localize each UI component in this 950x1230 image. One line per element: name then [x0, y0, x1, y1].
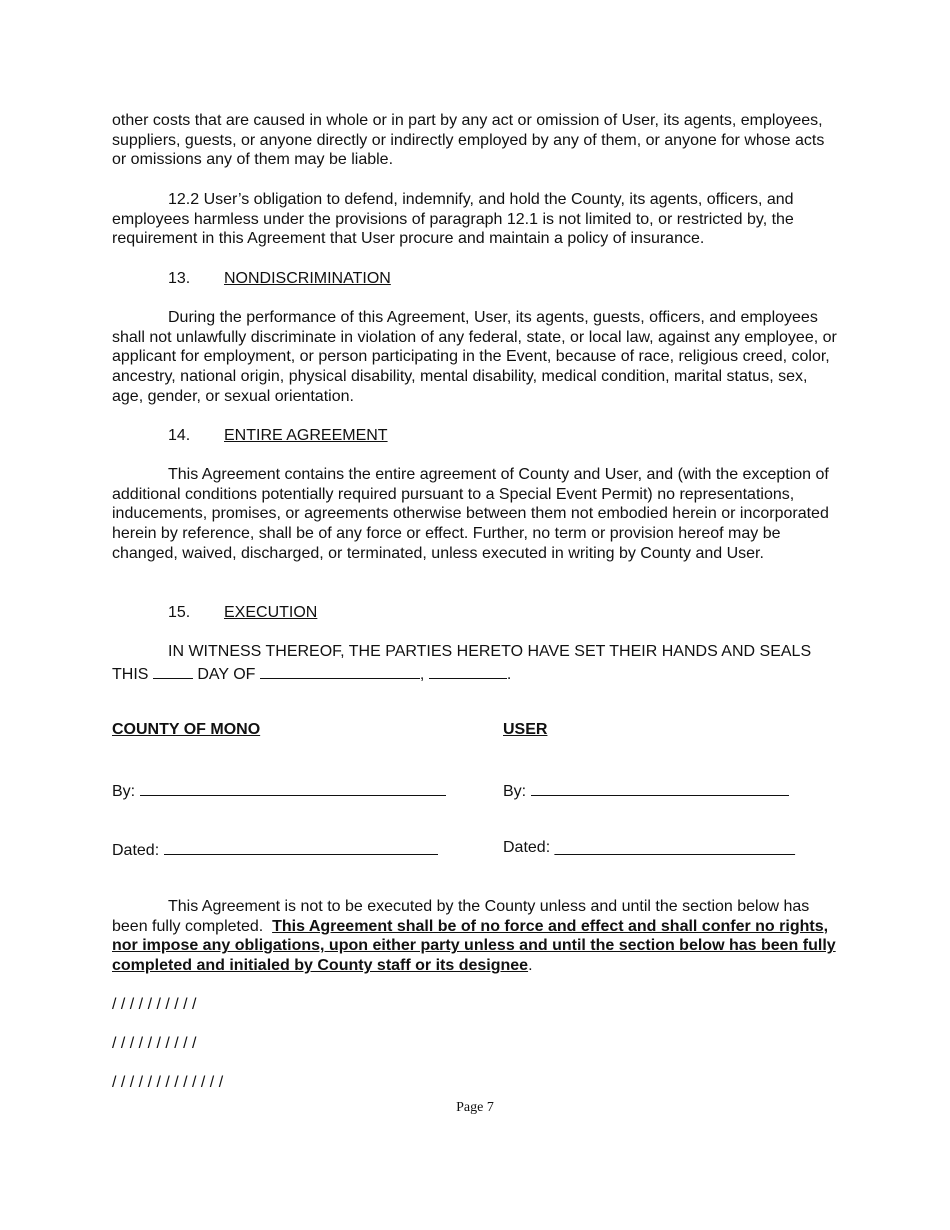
witness-text: IN WITNESS THEREOF, THE PARTIES HERETO HAVE SET THEIR HANDS AND SEALS THIS — [112, 643, 812, 683]
day-of-label: DAY OF — [197, 665, 256, 683]
witness-comma: , — [419, 665, 425, 683]
county-label — [112, 720, 260, 740]
county-signature-line[interactable] — [140, 779, 446, 796]
county-dated-label: Dated: — [112, 842, 160, 859]
user-by-row — [503, 779, 789, 802]
month-blank[interactable] — [260, 662, 420, 679]
final-paragraph-bold: This Agreement shall be of no force and effect and shall confer no rights, nor impose any obligations, upon either party unless and until the section below has been fully completed and initialed by County staff or its designee — [112, 917, 836, 975]
section-14-number: 14. — [168, 427, 191, 444]
county-by-row — [112, 779, 446, 802]
year-blank[interactable] — [429, 662, 507, 679]
day-blank[interactable] — [153, 662, 193, 679]
section-14-heading — [168, 426, 388, 446]
user-dated-label: Dated: — [503, 839, 551, 856]
section-13-title: NONDISCRIMINATION — [224, 270, 391, 287]
county-label-text: COUNTY OF MONO — [112, 721, 261, 738]
section-15-number: 15. — [168, 604, 191, 621]
county-dated-row — [112, 838, 438, 861]
section-14-title: ENTIRE AGREEMENT — [224, 427, 388, 444]
paragraph-13: During the performance of this Agreement, User, its agents, guests, officers, and employees shall not unlawfully discriminate in violation of any federal, state, or local law, against any employee, or applicant for employment, or person participating in the Event, because of race, religious creed, color, ancestry, national origin, physical disability, mental disability, medical condition, marital status, sex, age, gender, or sexual orientation. — [112, 309, 837, 405]
final-paragraph-plain: This Agreement is not to be executed by the County unless and until the section below has been fully completed. — [112, 898, 810, 935]
final-paragraph — [112, 897, 838, 976]
slash-line-2: / / / / / / / / / / — [112, 1035, 197, 1052]
slash-line-1: / / / / / / / / / / — [112, 996, 197, 1013]
section-15-heading — [168, 603, 317, 623]
county-by-label: By: — [112, 783, 136, 800]
section-15-title: EXECUTION — [224, 604, 318, 621]
user-signature-line[interactable] — [531, 779, 789, 796]
user-dated-row — [503, 838, 795, 858]
section-13-number: 13. — [168, 270, 191, 287]
paragraph-12-2: 12.2 User’s obligation to defend, indemnify, and hold the County, its agents, officers, and employees harmless under the provisions of paragraph 12.1 is not limited to, or restricted by, the requirement in this Agreement that User procure and maintain a policy of insurance. — [112, 191, 794, 248]
user-date-blank[interactable]: ___________________________ — [554, 839, 795, 856]
witness-paragraph — [112, 642, 838, 684]
user-label-text: USER — [503, 721, 548, 738]
user-by-label: By: — [503, 783, 527, 800]
user-label — [503, 720, 547, 740]
section-13-heading — [168, 269, 391, 289]
county-date-line[interactable] — [164, 838, 438, 855]
paragraph-14: This Agreement contains the entire agreement of County and User, and (with the exception of additional conditions potentially required pursuant to a Special Event Permit) no representations, inducements, promises, or agreements otherwise between them not embodied herein or incorporated herein by reference, shall be of any force or effect. Further, no term or provision hereof may be changed, waived, discharged, or terminated, unless executed in writing by County and User. — [112, 466, 829, 562]
page-number: Page 7 — [456, 1100, 494, 1115]
paragraph-continued: other costs that are caused in whole or in part by any act or omission of User, its agents, employees, suppliers, guests, or anyone directly or indirectly employed by any of them, or anyone for whose acts or omissions any of them may be liable. — [112, 112, 825, 169]
final-paragraph-end: . — [528, 957, 533, 975]
witness-period: . — [506, 665, 512, 683]
slash-line-3: / / / / / / / / / / / / / — [112, 1074, 224, 1091]
